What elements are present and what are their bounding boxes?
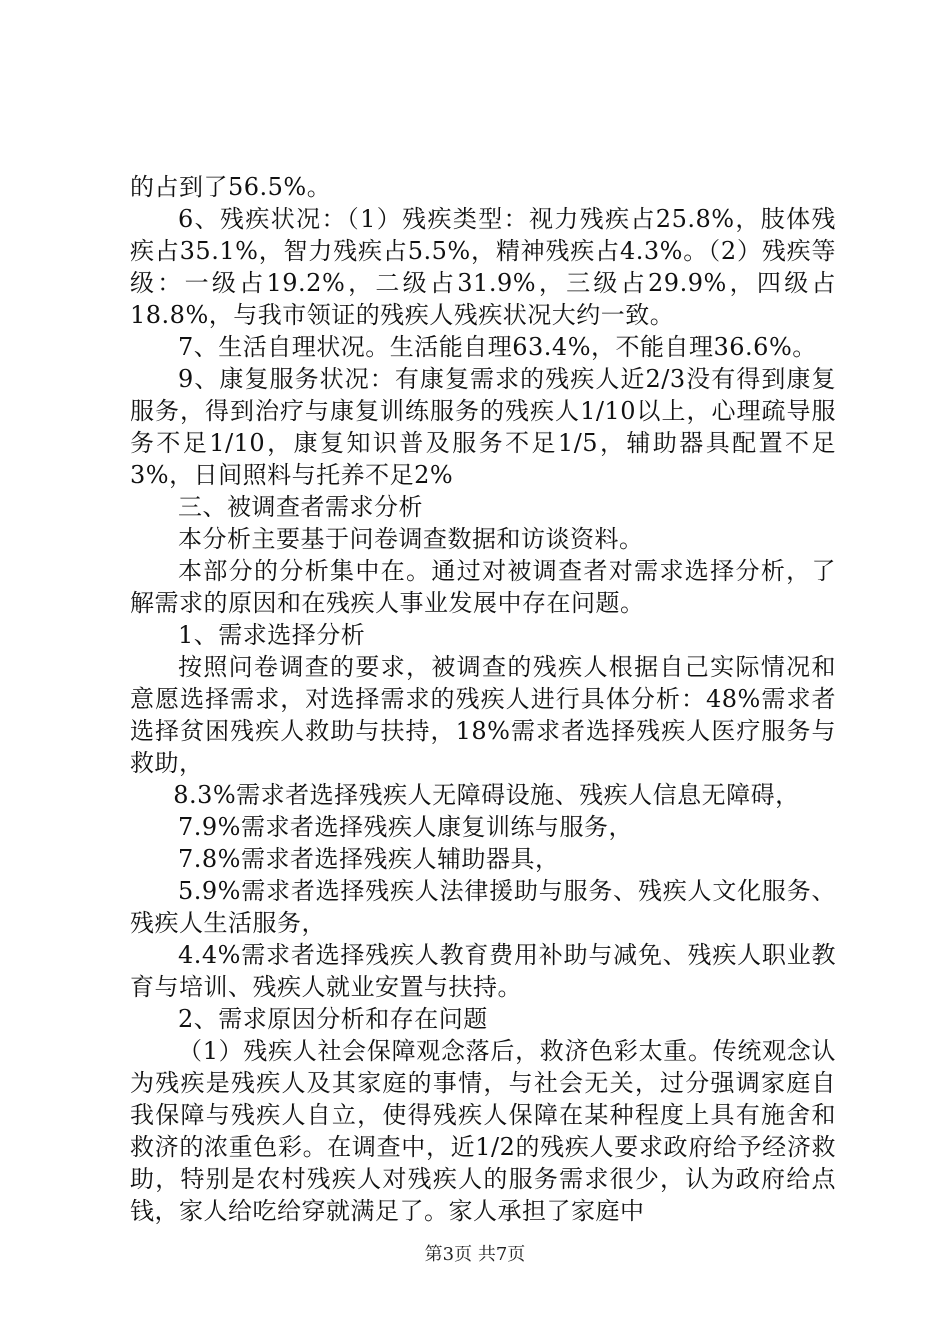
paragraph-assistive-devices: 7.8%需求者选择残疾人辅助器具， xyxy=(178,845,560,873)
paragraph-rehab-service: 9、康复服务状况：有康复需求的残疾人近2/3没有得到康复服务，得到治疗与康复训练服务的残疾人1/10以上，心理疏导服务不足1/10，康复知识普及服务不足1/5，辅助器具配置不足3%，日间照料与托养不足2% xyxy=(130,365,836,489)
paragraph-accessibility: 8.3%需求者选择残疾人无障碍设施、残疾人信息无障碍， xyxy=(173,781,800,809)
paragraph-social-security: （1）残疾人社会保障观念落后，救济色彩太重。传统观念认为残疾是残疾人及其家庭的事情，与社会无关，过分强调家庭自我保障与残疾人自立，使得残疾人保障在某种程度上具有施舍和救济的浓重色彩。在调查中，近1/2的残疾人要求政府给予经济救助，特别是农村残疾人对残疾人的服务需求很少，认为政府给点钱，家人给吃给穿就满足了。家人承担了家庭中 xyxy=(130,1037,836,1225)
subheading-demand-selection: 1、需求选择分析 xyxy=(178,621,366,649)
paragraph-self-care: 7、生活自理状况。生活能自理63.4%，不能自理36.6%。 xyxy=(178,333,817,361)
paragraph-legal-aid: 5.9%需求者选择残疾人法律援助与服务、残疾人文化服务、残疾人生活服务， xyxy=(130,877,836,937)
paragraph-disability-status: 6、残疾状况：（1）残疾类型：视力残疾占25.8%，肢体残疾占35.1%，智力残疾占5.5%，精神残疾占4.3%。（2）残疾等级：一级占19.2%，二级占31.9%，三级占29.9%，四级占18.8%，与我市领证的残疾人残疾状况大约一致。 xyxy=(130,205,836,329)
section-heading-needs-analysis: 三、被调查者需求分析 xyxy=(178,493,423,521)
paragraph-rehab-training: 7.9%需求者选择残疾人康复训练与服务， xyxy=(178,813,633,841)
paragraph-education: 4.4%需求者选择残疾人教育费用补助与减免、残疾人职业教育与培训、残疾人就业安置与扶持。 xyxy=(130,941,836,1001)
paragraph-1: 的占到了56.5%。 xyxy=(130,173,332,201)
paragraph-analysis-basis: 本分析主要基于问卷调查数据和访谈资料。 xyxy=(178,525,644,553)
body-text xyxy=(130,171,836,1227)
page-footer: 第3页 共7页 xyxy=(424,1244,526,1265)
paragraph-demand-selection: 按照问卷调查的要求，被调查的残疾人根据自己实际情况和意愿选择需求，对选择需求的残疾人进行具体分析：48%需求者选择贫困残疾人救助与扶持，18%需求者选择残疾人医疗服务与救助， xyxy=(130,653,836,777)
paragraph-analysis-focus: 本部分的分析集中在。通过对被调查者对需求选择分析，了解需求的原因和在残疾人事业发展中存在问题。 xyxy=(130,557,836,617)
subheading-demand-causes: 2、需求原因分析和存在问题 xyxy=(178,1005,488,1033)
